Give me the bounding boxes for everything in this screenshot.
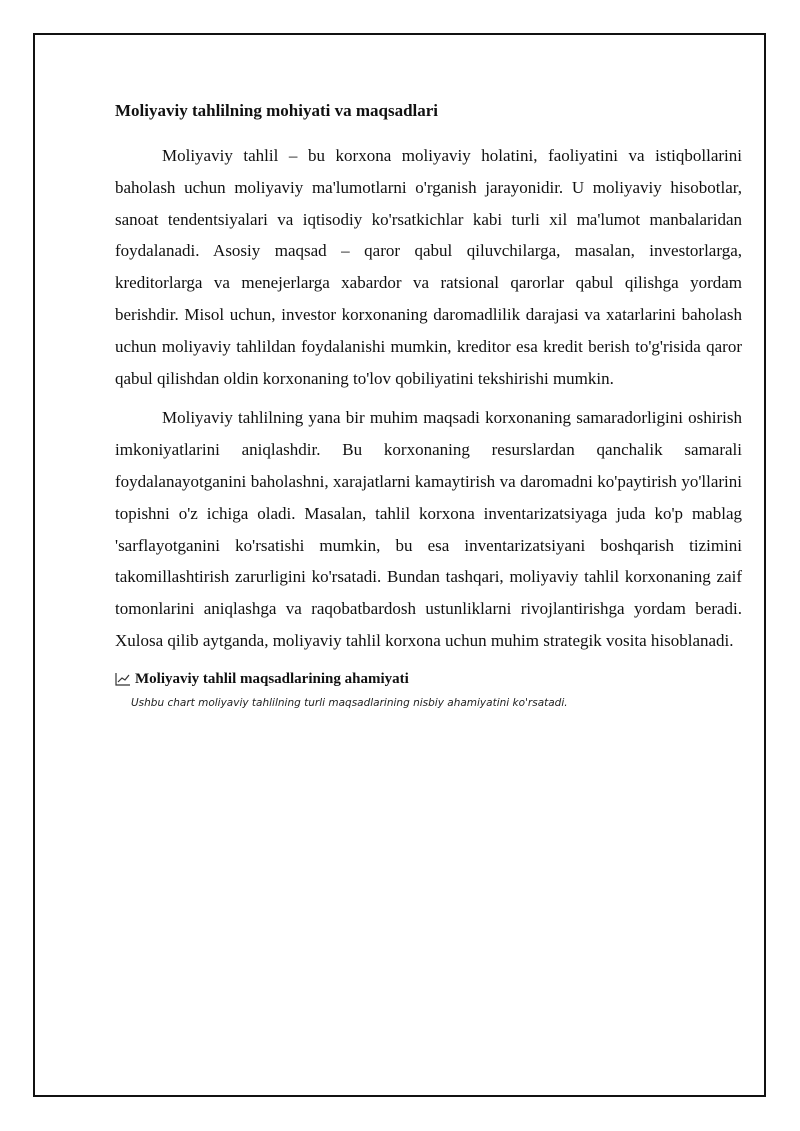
chart-section-subtitle: Ushbu chart moliyaviy tahlilning turli maqsadlarining nisbiy ahamiyatini ko'rsatadi. [131,696,568,709]
paragraph-2: Moliyaviy tahlilning yana bir muhim maqsadi korxonaning samaradorligini oshirish imkoniyatlarini aniqlashdir. Bu korxonaning resurslardan qanchalik samarali foydalanayotganini baholashni, xarajatlarni kamaytirish va daromadni ko'paytirish yo'llarini topishni o'z ichiga oladi. Masalan, tahlil korxona inventarizatsiyaga juda ko'p mablag 'sarflayotganini ko'rsatishi mumkin, bu esa inventarizatsiyani boshqarish tizimini takomillashtirish zarurligini ko'rsatadi. Bundan tashqari, moliyaviy tahlil korxonaning zaif tomonlarini aniqlashga va raqobatbardosh ustunliklarni rivojlantirishga yordam beradi. Xulosa qilib aytganda, moliyaviy tahlil korxona uchun muhim strategik vosita hisoblanadi. [115,408,742,650]
paragraph-1: Moliyaviy tahlil – bu korxona moliyaviy holatini, faoliyatini va istiqbollarini baholash uchun moliyaviy ma'lumotlarni o'rganish jarayonidir. U moliyaviy hisobotlar, sanoat tendentsiyalari va iqtisodiy ko'rsatkichlar kabi turli xil ma'lumot manbalaridan foydalanadi. Asosiy maqsad – qaror qabul qiluvchilarga, masalan, investorlarga, kreditorlarga va menejerlarga xabardor va ratsional qarorlar qabul qilishga yordam berishdir. Misol uchun, investor korxonaning daromadlilik darajasi va xatarlarini baholash uchun moliyaviy tahlildan foydalanishi mumkin, kreditor esa kredit berish to'g'risida qaror qabul qilishdan oldin korxonaning to'lov qobiliyatini tekshirishi mumkin. [115,146,742,388]
chart-section-title: Moliyaviy tahlil maqsadlarining ahamiyati [135,670,409,687]
chart-section-heading [115,669,742,689]
chart-line-icon [115,672,131,686]
document-title: Moliyaviy tahlilning mohiyati va maqsadlari [115,101,439,120]
document-body [115,96,742,709]
